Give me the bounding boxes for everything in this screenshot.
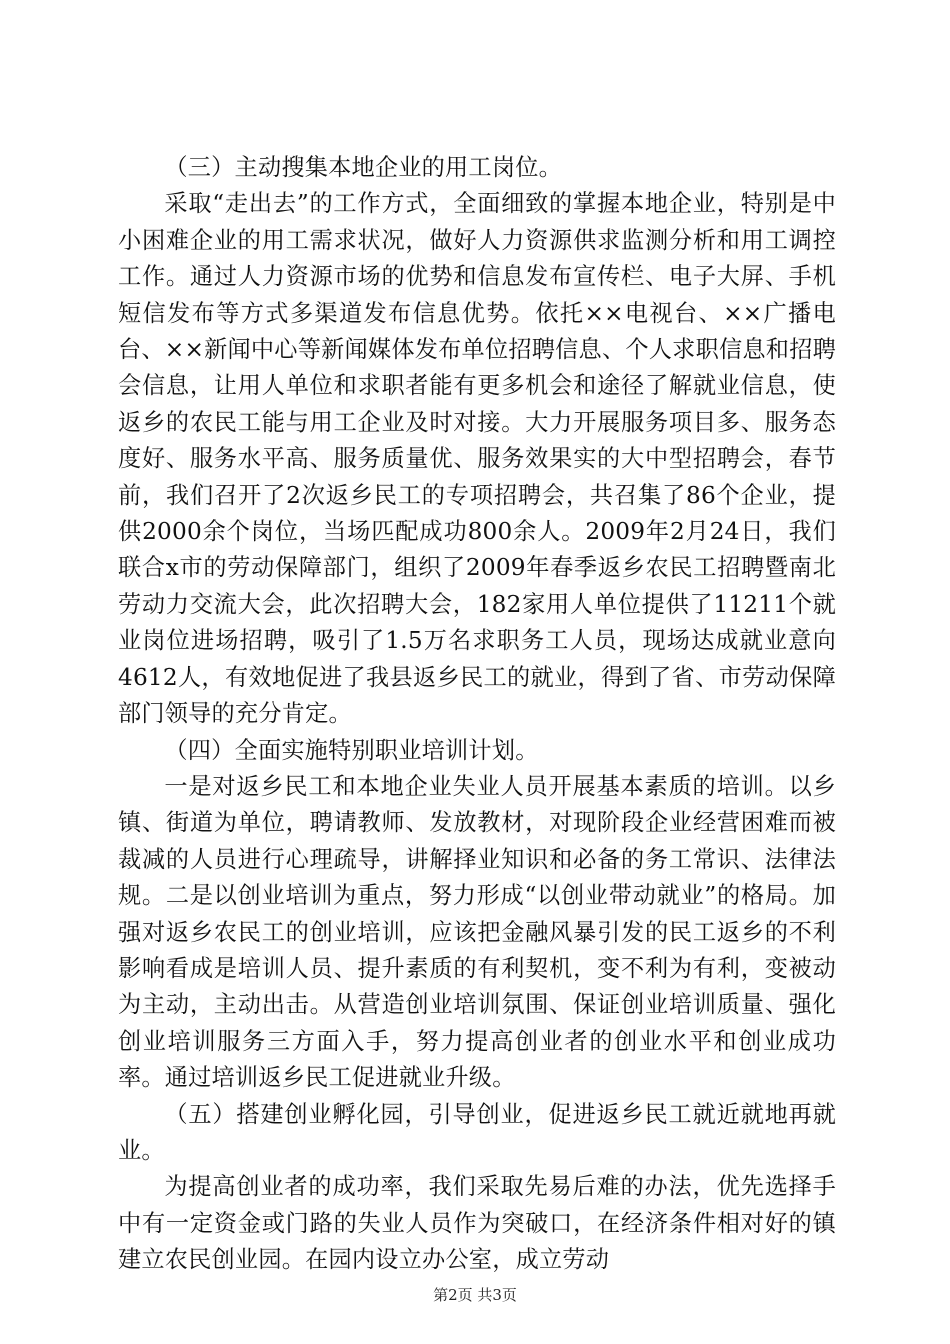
body-paragraph: 为提高创业者的成功率，我们采取先易后难的办法，优先选择手中有一定资金或门路的失业人员作为突破口，在经济条件相对好的镇建立农民创业园。在园内设立办公室，成立劳动: [118, 1173, 836, 1274]
body-paragraph: 采取“走出去”的工作方式，全面细致的掌握本地企业，特别是中小困难企业的用工需求状况，做好人力资源供求监测分析和用工调控工作。通过人力资源市场的优势和信息发布宣传栏、电子大屏、手机短信发布等方式多渠道发布信息优势。依托××电视台、××广播电台、××新闻中心等新闻媒体发布单位招聘信息、个人求职信息和招聘会信息，让用人单位和求职者能有更多机会和途径了解就业信息，使返乡的农民工能与用工企业及时对接。大力开展服务项目多、服务态度好、服务水平高、服务质量优、服务效果实的大中型招聘会，春节前，我们召开了2次返乡民工的专项招聘会，共召集了86个企业，提供2000余个岗位，当场匹配成功800余人。2009年2月24日，我们联合x市的劳动保障部门，组织了2009年春季返乡农民工招聘暨南北劳动力交流大会，此次招聘大会，182家用人单位提供了11211个就业岗位进场招聘，吸引了1.5万名求职务工人员，现场达成就业意向4612人，有效地促进了我县返乡民工的就业，得到了省、市劳动保障部门领导的充分肯定。: [118, 190, 836, 728]
section-heading-3: （三）主动搜集本地企业的用工岗位。: [164, 154, 562, 181]
document-body: [118, 150, 836, 1279]
body-paragraph: 一是对返乡民工和本地企业失业人员开展基本素质的培训。以乡镇、街道为单位，聘请教师、发放教材，对现阶段企业经营困难而被裁减的人员进行心理疏导，讲解择业知识和必备的务工常识、法律法规。二是以创业培训为重点，努力形成“以创业带动就业”的格局。加强对返乡农民工的创业培训，应该把金融风暴引发的民工返乡的不利影响看成是培训人员、提升素质的有利契机，变不利为有利，变被动为主动，主动出击。从营造创业培训氛围、保证创业培训质量、强化创业培训服务三方面入手，努力提高创业者的创业水平和创业成功率。通过培训返乡民工促进就业升级。: [118, 772, 836, 1092]
page-number: 第2页 共3页: [433, 1286, 517, 1304]
section-heading-5: （五）搭建创业孵化园，引导创业，促进返乡民工就近就地再就业。: [118, 1100, 836, 1164]
section-heading-4: （四）全面实施特别职业培训计划。: [164, 736, 539, 764]
